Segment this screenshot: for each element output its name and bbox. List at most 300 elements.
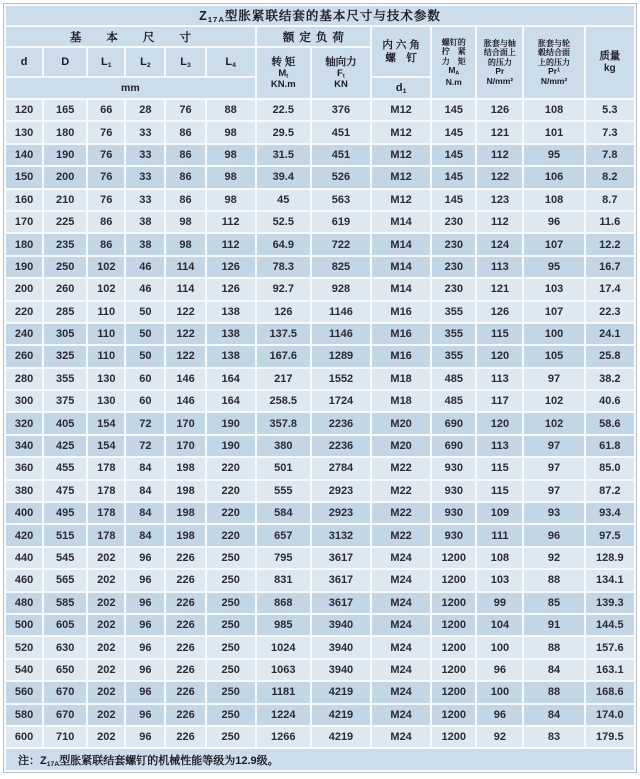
cell-Pr1: 95 <box>524 145 583 165</box>
cell-L4: 220 <box>207 481 255 501</box>
cell-d1: M12 <box>372 100 430 120</box>
cell-D: 405 <box>44 413 86 433</box>
cell-MA: 930 <box>432 525 475 545</box>
cell-L4: 220 <box>207 503 255 523</box>
cell-Pr1: 97 <box>524 481 583 501</box>
cell-Mt: 985 <box>257 615 310 635</box>
cell-d1: M24 <box>372 593 430 613</box>
cell-L3: 86 <box>166 145 204 165</box>
cell-D: 475 <box>44 481 86 501</box>
table-row <box>6 525 634 545</box>
table-row <box>6 682 634 702</box>
cell-Ft: 3617 <box>312 548 370 568</box>
header-hub-contact-pressure: 胀套与轮 毂结合面 上的压力 Pr$^1$ N/mm² <box>524 27 583 98</box>
cell-L3: 226 <box>166 727 204 747</box>
cell-L3: 226 <box>166 593 204 613</box>
cell-D: 190 <box>44 145 86 165</box>
cell-Pr: 92 <box>477 727 522 747</box>
table-row <box>6 436 634 456</box>
cell-Pr: 115 <box>477 324 522 344</box>
cell-L3: 98 <box>166 234 204 254</box>
cell-kg: 61.8 <box>586 436 634 456</box>
table-row <box>6 324 634 344</box>
cell-MA: 1200 <box>432 570 475 590</box>
cell-L2: 50 <box>126 324 164 344</box>
cell-L1: 130 <box>88 391 124 411</box>
cell-L1: 202 <box>88 682 124 702</box>
cell-d: 170 <box>6 212 42 232</box>
cell-Mt: 868 <box>257 593 310 613</box>
cell-D: 305 <box>44 324 86 344</box>
cell-Pr1: 107 <box>524 302 583 322</box>
cell-L4: 250 <box>207 682 255 702</box>
cell-D: 375 <box>44 391 86 411</box>
cell-Ft: 563 <box>312 190 370 210</box>
cell-Ft: 619 <box>312 212 370 232</box>
cell-kg: 58.6 <box>586 413 634 433</box>
table-row <box>6 458 634 478</box>
cell-L1: 202 <box>88 660 124 680</box>
cell-D: 325 <box>44 346 86 366</box>
cell-MA: 485 <box>432 369 475 389</box>
cell-L2: 96 <box>126 705 164 725</box>
cell-Ft: 928 <box>312 279 370 299</box>
table-body <box>6 100 634 747</box>
cell-Pr1: 95 <box>524 257 583 277</box>
cell-Mt: 1266 <box>257 727 310 747</box>
cell-L2: 84 <box>126 503 164 523</box>
cell-d: 180 <box>6 234 42 254</box>
cell-Ft: 2923 <box>312 503 370 523</box>
cell-Mt: 78.3 <box>257 257 310 277</box>
cell-Mt: 137.5 <box>257 324 310 344</box>
cell-L3: 122 <box>166 302 204 322</box>
table-row <box>6 234 634 254</box>
cell-L2: 33 <box>126 167 164 187</box>
cell-Mt: 1024 <box>257 637 310 657</box>
cell-MA: 355 <box>432 302 475 322</box>
cell-d1: M14 <box>372 279 430 299</box>
cell-kg: 179.5 <box>586 727 634 747</box>
cell-d1: M22 <box>372 525 430 545</box>
cell-L2: 60 <box>126 369 164 389</box>
cell-Pr: 120 <box>477 413 522 433</box>
cell-L4: 250 <box>207 570 255 590</box>
cell-L4: 126 <box>207 257 255 277</box>
cell-Pr1: 107 <box>524 234 583 254</box>
cell-Mt: 1063 <box>257 660 310 680</box>
cell-d: 440 <box>6 548 42 568</box>
cell-d: 340 <box>6 436 42 456</box>
cell-kg: 85.0 <box>586 458 634 478</box>
cell-L2: 96 <box>126 615 164 635</box>
cell-D: 250 <box>44 257 86 277</box>
cell-Pr: 113 <box>477 369 522 389</box>
cell-L4: 98 <box>207 190 255 210</box>
cell-L4: 138 <box>207 346 255 366</box>
cell-d: 520 <box>6 637 42 657</box>
cell-Mt: 380 <box>257 436 310 456</box>
cell-d: 600 <box>6 727 42 747</box>
cell-L3: 76 <box>166 100 204 120</box>
cell-d1: M18 <box>372 391 430 411</box>
cell-L2: 96 <box>126 593 164 613</box>
table-row <box>6 570 634 590</box>
cell-L3: 198 <box>166 525 204 545</box>
cell-kg: 93.4 <box>586 503 634 523</box>
cell-Pr: 99 <box>477 593 522 613</box>
cell-MA: 355 <box>432 346 475 366</box>
cell-Pr: 112 <box>477 212 522 232</box>
cell-Ft: 2236 <box>312 413 370 433</box>
table-footer <box>6 749 634 770</box>
cell-L1: 110 <box>88 324 124 344</box>
cell-Pr1: 84 <box>524 660 583 680</box>
cell-kg: 38.2 <box>586 369 634 389</box>
unit-mm: mm <box>6 78 255 98</box>
header-basic-dimensions: 基本尺寸 <box>6 27 255 46</box>
cell-D: 165 <box>44 100 86 120</box>
cell-L3: 226 <box>166 660 204 680</box>
footnote: 注：$Z_{17A}$型胀紧联结套螺钉的机械性能等级为12.9级。 <box>6 749 634 770</box>
table-row <box>6 548 634 568</box>
cell-d: 500 <box>6 615 42 635</box>
cell-Pr1: 83 <box>524 727 583 747</box>
cell-L4: 138 <box>207 302 255 322</box>
cell-Mt: 357.8 <box>257 413 310 433</box>
cell-L3: 226 <box>166 570 204 590</box>
cell-d: 120 <box>6 100 42 120</box>
cell-L4: 112 <box>207 212 255 232</box>
cell-L4: 190 <box>207 436 255 456</box>
cell-Pr1: 85 <box>524 593 583 613</box>
cell-Mt: 39.4 <box>257 167 310 187</box>
cell-kg: 163.1 <box>586 660 634 680</box>
cell-D: 285 <box>44 302 86 322</box>
cell-L2: 72 <box>126 436 164 456</box>
cell-L3: 86 <box>166 190 204 210</box>
cell-D: 180 <box>44 122 86 142</box>
cell-d1: M14 <box>372 212 430 232</box>
cell-L3: 146 <box>166 391 204 411</box>
cell-kg: 87.2 <box>586 481 634 501</box>
cell-Ft: 1289 <box>312 346 370 366</box>
cell-D: 515 <box>44 525 86 545</box>
cell-Pr1: 106 <box>524 167 583 187</box>
cell-L2: 38 <box>126 234 164 254</box>
cell-Pr: 100 <box>477 682 522 702</box>
cell-kg: 134.1 <box>586 570 634 590</box>
cell-MA: 690 <box>432 436 475 456</box>
cell-L4: 250 <box>207 593 255 613</box>
cell-kg: 5.3 <box>586 100 634 120</box>
cell-d: 480 <box>6 593 42 613</box>
col-L3: $L_3$ <box>166 48 204 76</box>
cell-L2: 50 <box>126 346 164 366</box>
cell-Mt: 657 <box>257 525 310 545</box>
cell-L4: 250 <box>207 705 255 725</box>
cell-Mt: 795 <box>257 548 310 568</box>
cell-L1: 102 <box>88 279 124 299</box>
cell-Pr: 100 <box>477 637 522 657</box>
cell-Pr: 111 <box>477 525 522 545</box>
cell-kg: 174.0 <box>586 705 634 725</box>
cell-Pr: 113 <box>477 436 522 456</box>
cell-L3: 122 <box>166 324 204 344</box>
cell-Pr: 112 <box>477 145 522 165</box>
cell-L2: 46 <box>126 257 164 277</box>
cell-MA: 1200 <box>432 705 475 725</box>
cell-Ft: 3940 <box>312 637 370 657</box>
cell-MA: 145 <box>432 100 475 120</box>
cell-Pr: 121 <box>477 122 522 142</box>
cell-L2: 33 <box>126 145 164 165</box>
cell-MA: 485 <box>432 391 475 411</box>
table-row <box>6 391 634 411</box>
cell-L3: 170 <box>166 436 204 456</box>
table-row <box>6 122 634 142</box>
cell-kg: 144.5 <box>586 615 634 635</box>
col-torque: 转 矩 $M_t$ KN.m <box>257 48 310 98</box>
cell-Ft: 1552 <box>312 369 370 389</box>
cell-L3: 226 <box>166 705 204 725</box>
cell-L1: 130 <box>88 369 124 389</box>
cell-Ft: 451 <box>312 145 370 165</box>
cell-L3: 98 <box>166 212 204 232</box>
cell-d: 190 <box>6 257 42 277</box>
cell-L4: 98 <box>207 145 255 165</box>
cell-L4: 88 <box>207 100 255 120</box>
table-row <box>6 190 634 210</box>
cell-d: 560 <box>6 682 42 702</box>
col-D: D <box>44 48 86 76</box>
cell-kg: 25.8 <box>586 346 634 366</box>
table-row <box>6 727 634 747</box>
cell-Pr: 122 <box>477 167 522 187</box>
cell-L1: 110 <box>88 346 124 366</box>
cell-d1: M16 <box>372 346 430 366</box>
cell-MA: 355 <box>432 324 475 344</box>
cell-L4: 250 <box>207 548 255 568</box>
cell-Mt: 501 <box>257 458 310 478</box>
cell-d1: M22 <box>372 458 430 478</box>
cell-L4: 250 <box>207 615 255 635</box>
cell-Pr1: 97 <box>524 369 583 389</box>
table-row <box>6 302 634 322</box>
cell-Mt: 52.5 <box>257 212 310 232</box>
cell-L2: 84 <box>126 458 164 478</box>
cell-L2: 60 <box>126 391 164 411</box>
cell-Pr1: 105 <box>524 346 583 366</box>
cell-L2: 84 <box>126 481 164 501</box>
cell-L2: 33 <box>126 190 164 210</box>
cell-kg: 139.3 <box>586 593 634 613</box>
cell-Mt: 831 <box>257 570 310 590</box>
cell-d: 130 <box>6 122 42 142</box>
cell-MA: 930 <box>432 458 475 478</box>
cell-L4: 220 <box>207 458 255 478</box>
cell-Mt: 29.5 <box>257 122 310 142</box>
cell-D: 585 <box>44 593 86 613</box>
cell-Mt: 217 <box>257 369 310 389</box>
table-row <box>6 660 634 680</box>
table-row <box>6 503 634 523</box>
cell-Mt: 31.5 <box>257 145 310 165</box>
cell-L2: 38 <box>126 212 164 232</box>
header-hex-screw: 内六角 螺 钉 <box>372 27 430 76</box>
header-mass: 质量 kg <box>586 27 634 98</box>
cell-Ft: 2784 <box>312 458 370 478</box>
cell-L4: 138 <box>207 324 255 344</box>
cell-Ft: 1146 <box>312 324 370 344</box>
cell-Ft: 3617 <box>312 593 370 613</box>
cell-kg: 17.4 <box>586 279 634 299</box>
cell-d: 460 <box>6 570 42 590</box>
header-rated-load: 额定负荷 <box>257 27 370 46</box>
cell-Ft: 4219 <box>312 705 370 725</box>
col-d1: $d_1$ <box>372 78 430 98</box>
table-row <box>6 212 634 232</box>
cell-L2: 72 <box>126 413 164 433</box>
cell-d1: M14 <box>372 234 430 254</box>
cell-L2: 96 <box>126 637 164 657</box>
cell-kg: 12.2 <box>586 234 634 254</box>
cell-MA: 1200 <box>432 615 475 635</box>
cell-Mt: 45 <box>257 190 310 210</box>
cell-D: 210 <box>44 190 86 210</box>
cell-Mt: 1224 <box>257 705 310 725</box>
cell-d: 200 <box>6 279 42 299</box>
cell-Ft: 2923 <box>312 481 370 501</box>
cell-Pr: 115 <box>477 481 522 501</box>
cell-d1: M16 <box>372 324 430 344</box>
cell-kg: 16.7 <box>586 257 634 277</box>
cell-L3: 86 <box>166 167 204 187</box>
cell-L2: 33 <box>126 122 164 142</box>
cell-MA: 1200 <box>432 727 475 747</box>
cell-MA: 1200 <box>432 548 475 568</box>
cell-MA: 145 <box>432 145 475 165</box>
cell-d1: M12 <box>372 190 430 210</box>
cell-d: 150 <box>6 167 42 187</box>
cell-Pr1: 101 <box>524 122 583 142</box>
cell-d: 420 <box>6 525 42 545</box>
cell-D: 605 <box>44 615 86 635</box>
table-row <box>6 145 634 165</box>
cell-d: 240 <box>6 324 42 344</box>
cell-kg: 22.3 <box>586 302 634 322</box>
table-row <box>6 100 634 120</box>
cell-L3: 198 <box>166 458 204 478</box>
cell-D: 710 <box>44 727 86 747</box>
cell-Mt: 555 <box>257 481 310 501</box>
cell-Ft: 825 <box>312 257 370 277</box>
cell-L2: 84 <box>126 525 164 545</box>
cell-MA: 145 <box>432 167 475 187</box>
cell-Mt: 167.6 <box>257 346 310 366</box>
cell-Pr1: 88 <box>524 570 583 590</box>
cell-d: 280 <box>6 369 42 389</box>
cell-d1: M22 <box>372 503 430 523</box>
cell-L2: 96 <box>126 682 164 702</box>
cell-MA: 690 <box>432 413 475 433</box>
cell-kg: 40.6 <box>586 391 634 411</box>
cell-L3: 226 <box>166 682 204 702</box>
cell-D: 670 <box>44 705 86 725</box>
cell-Pr1: 88 <box>524 637 583 657</box>
cell-Pr1: 103 <box>524 279 583 299</box>
cell-D: 670 <box>44 682 86 702</box>
cell-d1: M24 <box>372 705 430 725</box>
cell-L1: 76 <box>88 190 124 210</box>
cell-Ft: 3940 <box>312 615 370 635</box>
cell-L1: 102 <box>88 257 124 277</box>
cell-L4: 250 <box>207 660 255 680</box>
cell-L2: 96 <box>126 548 164 568</box>
cell-MA: 930 <box>432 481 475 501</box>
cell-L4: 250 <box>207 727 255 747</box>
cell-Pr: 113 <box>477 257 522 277</box>
spec-table <box>3 3 637 773</box>
cell-L1: 76 <box>88 145 124 165</box>
cell-d1: M12 <box>372 145 430 165</box>
cell-Pr1: 108 <box>524 190 583 210</box>
cell-MA: 230 <box>432 279 475 299</box>
cell-L4: 190 <box>207 413 255 433</box>
cell-L3: 226 <box>166 548 204 568</box>
cell-Ft: 3132 <box>312 525 370 545</box>
cell-Pr: 109 <box>477 503 522 523</box>
cell-L3: 114 <box>166 279 204 299</box>
cell-Ft: 2236 <box>312 436 370 456</box>
cell-L4: 112 <box>207 234 255 254</box>
cell-d1: M20 <box>372 436 430 456</box>
cell-Ft: 3617 <box>312 570 370 590</box>
cell-d: 220 <box>6 302 42 322</box>
cell-Pr1: 91 <box>524 615 583 635</box>
cell-d1: M24 <box>372 727 430 747</box>
cell-kg: 97.5 <box>586 525 634 545</box>
table-title: $Z_{17A}$型胀紧联结套的基本尺寸与技术参数 <box>6 6 634 25</box>
cell-Mt: 64.9 <box>257 234 310 254</box>
cell-kg: 24.1 <box>586 324 634 344</box>
cell-Pr: 117 <box>477 391 522 411</box>
cell-kg: 157.6 <box>586 637 634 657</box>
col-axial-force: 轴向力 $F_t$ KN <box>312 48 370 98</box>
cell-L4: 98 <box>207 167 255 187</box>
cell-kg: 7.8 <box>586 145 634 165</box>
cell-Pr1: 96 <box>524 212 583 232</box>
cell-d1: M24 <box>372 615 430 635</box>
cell-Ft: 4219 <box>312 727 370 747</box>
cell-D: 545 <box>44 548 86 568</box>
cell-L1: 178 <box>88 525 124 545</box>
cell-D: 225 <box>44 212 86 232</box>
cell-Pr: 108 <box>477 548 522 568</box>
cell-kg: 8.7 <box>586 190 634 210</box>
cell-MA: 1200 <box>432 682 475 702</box>
cell-L3: 170 <box>166 413 204 433</box>
cell-L4: 164 <box>207 369 255 389</box>
cell-kg: 8.2 <box>586 167 634 187</box>
cell-L1: 178 <box>88 458 124 478</box>
cell-L2: 28 <box>126 100 164 120</box>
cell-d1: M22 <box>372 481 430 501</box>
col-d: d <box>6 48 42 76</box>
cell-d1: M20 <box>372 413 430 433</box>
col-L1: $L_1$ <box>88 48 124 76</box>
cell-Pr1: 97 <box>524 436 583 456</box>
